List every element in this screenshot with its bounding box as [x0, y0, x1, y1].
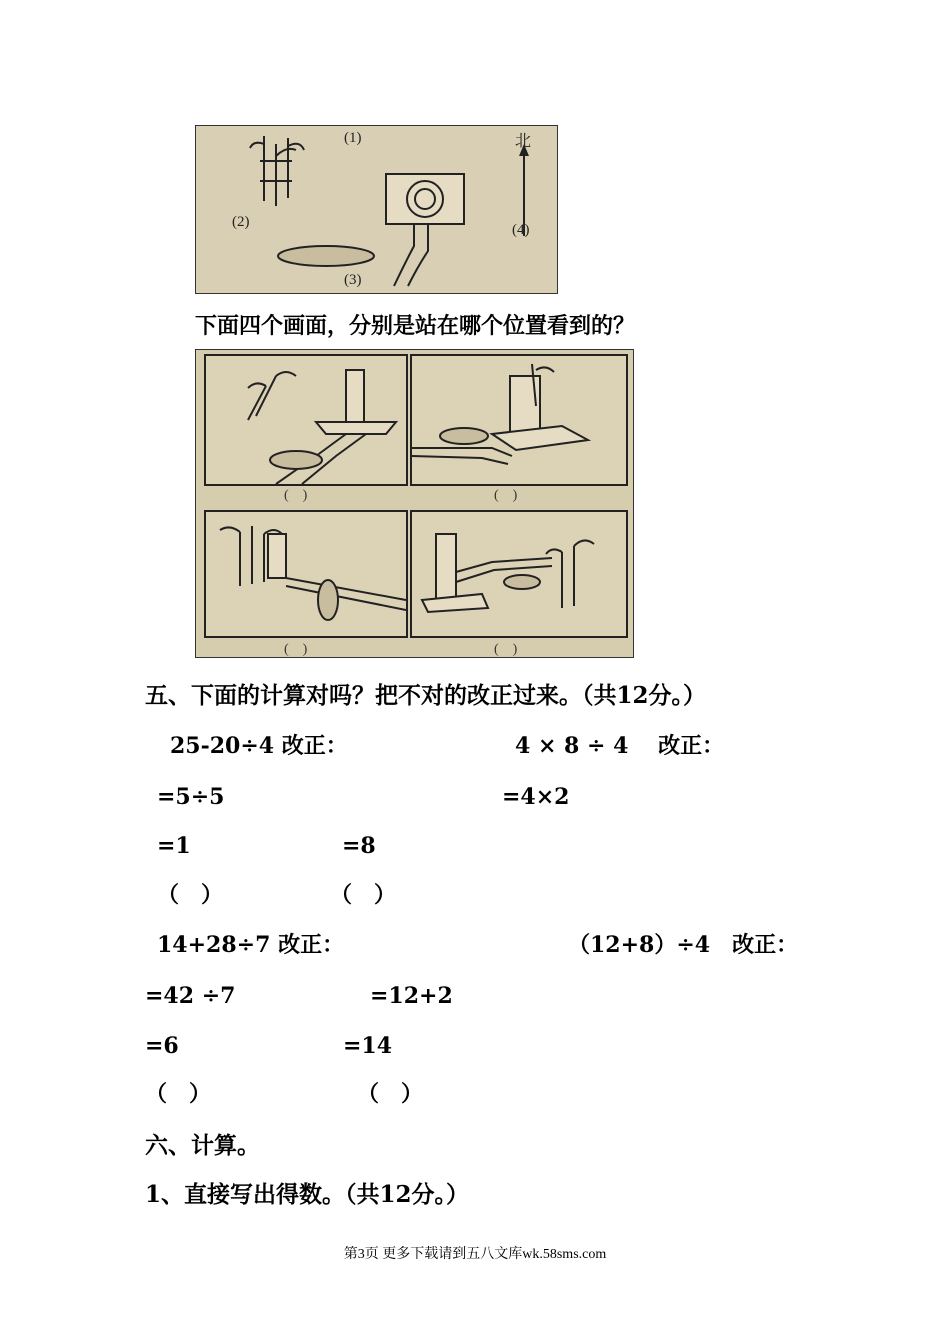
- problem-2-step-1: =4×2: [502, 784, 570, 810]
- page-footer: 第3页 更多下载请到五八文库wk.58sms.com: [343, 1247, 607, 1262]
- section-6-title: 六、计算。: [145, 1132, 260, 1159]
- problem-3-step-1: =42 ÷7: [145, 983, 236, 1009]
- problem-3-step-2: =6: [145, 1033, 179, 1059]
- problem-1-expression: 25-20÷4 改正：: [170, 733, 348, 759]
- view-panel-4: [410, 510, 628, 638]
- bamboo-icon: [250, 136, 304, 206]
- pond-icon: [440, 428, 488, 444]
- problem-4-step-2: =14: [343, 1033, 393, 1059]
- monument-icon: [436, 534, 456, 600]
- problem-4-expression: （12+8）÷4 改正：: [568, 932, 799, 958]
- view-answer-blank-3[interactable]: ( ): [284, 642, 308, 657]
- problem-1-step-1: =5÷5: [157, 784, 225, 810]
- bamboo-icon: [248, 372, 296, 420]
- problem-1-judge-blank[interactable]: （ ）: [157, 882, 224, 908]
- problem-2-judge-blank[interactable]: （ ）: [330, 882, 397, 908]
- pond-icon: [318, 580, 338, 620]
- map-label-4: (4): [512, 222, 530, 238]
- pond-icon: [270, 451, 322, 469]
- view-answer-blank-2[interactable]: ( ): [494, 488, 518, 503]
- problem-3-judge-blank[interactable]: （ ）: [145, 1081, 212, 1107]
- views-figure: [195, 349, 634, 658]
- map-label-2: (2): [232, 214, 250, 230]
- bamboo-icon: [546, 540, 594, 608]
- monument-icon: [346, 370, 364, 422]
- monument-icon: [268, 534, 286, 578]
- question-views-prompt: 下面四个画面，分别是站在哪个位置看到的？: [195, 313, 636, 339]
- section-6-subtitle-1: 1、直接写出得数。（共12分。）: [145, 1181, 470, 1208]
- problem-4-step-1: =12+2: [370, 983, 453, 1009]
- map-label-3: (3): [344, 272, 362, 288]
- north-label: 北: [515, 133, 532, 150]
- position-map-figure: [195, 125, 558, 294]
- path-line: [394, 224, 414, 286]
- view-answer-blank-1[interactable]: ( ): [284, 488, 308, 503]
- view-answer-blank-4[interactable]: ( ): [494, 642, 518, 657]
- problem-2-step-2: =8: [342, 833, 376, 859]
- map-label-1: (1): [344, 130, 362, 146]
- problem-4-judge-blank[interactable]: （ ）: [357, 1081, 424, 1107]
- problem-2-expression: 4 × 8 ÷ 4 改正：: [515, 733, 725, 759]
- problem-1-step-2: =1: [157, 833, 191, 859]
- view-panel-3: [204, 510, 408, 638]
- section-5-title: 五、下面的计算对吗？把不对的改正过来。（共12分。）: [145, 682, 707, 709]
- view-panel-1: [204, 354, 408, 486]
- view-panel-2: [410, 354, 628, 486]
- path-line: [412, 448, 512, 456]
- pond-icon: [278, 246, 374, 266]
- pond-icon: [504, 575, 540, 589]
- problem-3-expression: 14+28÷7 改正：: [157, 932, 345, 958]
- position-map-drawing: [196, 126, 557, 293]
